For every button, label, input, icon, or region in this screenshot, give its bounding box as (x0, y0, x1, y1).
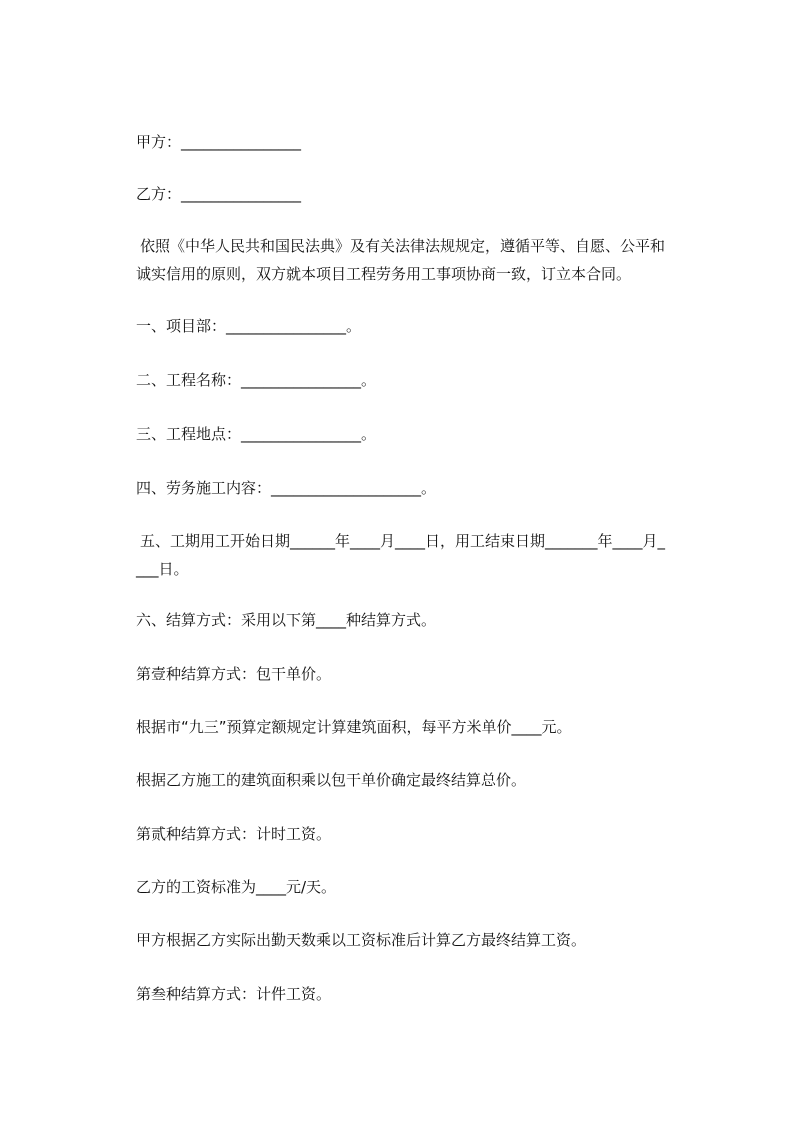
settlement-method-2-rule-1: 乙方的工资标准为____元/天。 (136, 878, 337, 896)
party-b-line: 乙方：________________ (136, 185, 302, 203)
intro-paragraph-line-2: 诚实信用的原则，双方就本项目工程劳务用工事项协商一致，订立本合同。 (136, 265, 632, 283)
settlement-method-2-rule-2: 甲方根据乙方实际出勤天数乘以工资标准后计算乙方最终结算工资。 (136, 931, 587, 949)
settlement-method-1-rule-1: 根据市“九三”预算定额规定计算建筑面积，每平方米单价____元。 (136, 718, 572, 736)
clause-labor-content: 四、劳务施工内容：____________________。 (136, 479, 437, 497)
clause-project-name: 二、工程名称：________________。 (136, 371, 377, 389)
settlement-method-1-rule-2: 根据乙方施工的建筑面积乘以包干单价确定最终结算总价。 (136, 771, 527, 789)
intro-paragraph-line-1: 依照《中华人民共和国民法典》及有关法律法规规定，遵循平等、自愿、公平和 (140, 237, 666, 255)
clause-work-period-line-1: 五、工期用工开始日期______年____月____日，用工结束日期_______年____月_ (140, 532, 666, 550)
clause-project-department: 一、项目部：________________。 (136, 317, 362, 335)
clause-work-period-line-2: ___日。 (136, 560, 189, 578)
clause-project-location: 三、工程地点：________________。 (136, 425, 377, 443)
settlement-method-3-title: 第叁种结算方式：计件工资。 (136, 985, 332, 1003)
party-a-line: 甲方：________________ (136, 133, 302, 151)
clause-settlement-method: 六、结算方式：采用以下第____种结算方式。 (136, 611, 437, 629)
settlement-method-2-title: 第贰种结算方式：计时工资。 (136, 825, 332, 843)
settlement-method-1-title: 第壹种结算方式：包干单价。 (136, 665, 332, 683)
